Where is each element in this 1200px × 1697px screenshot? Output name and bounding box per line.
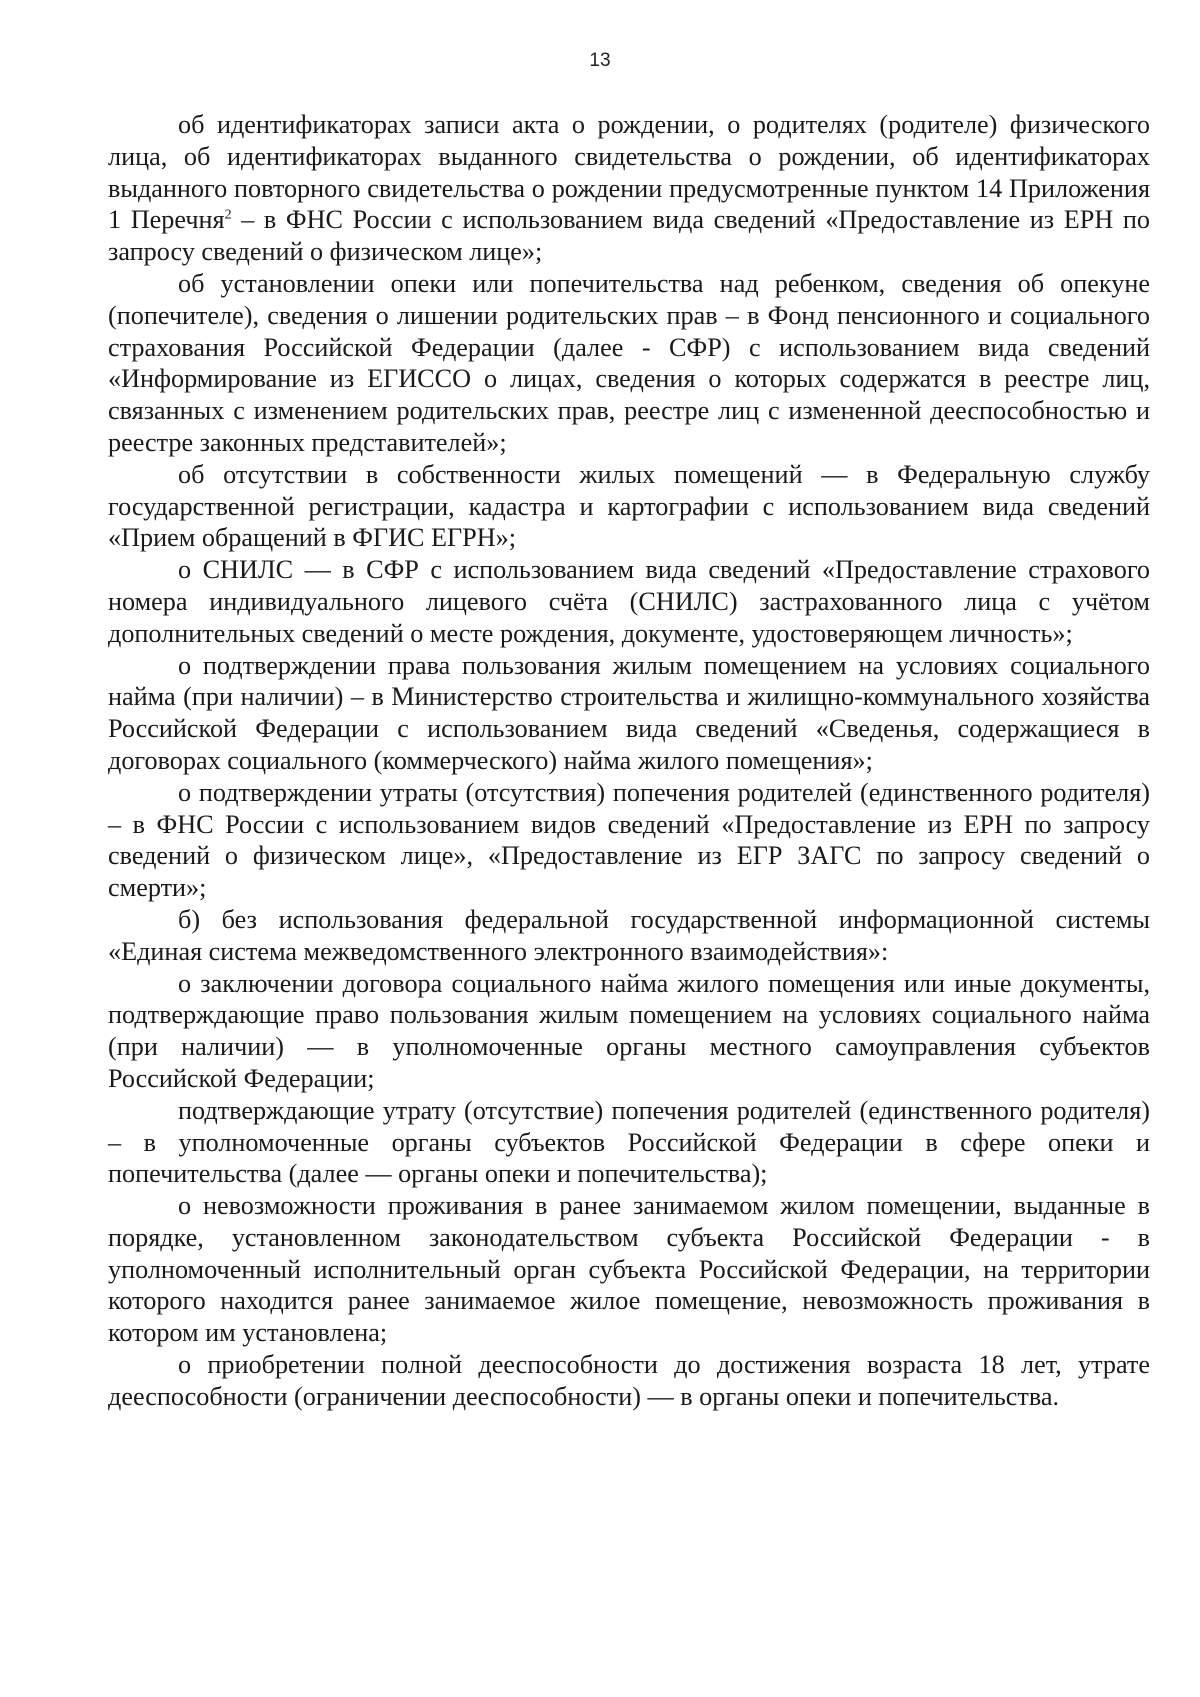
paragraph-4: о СНИЛС — в СФР с использованием вида сведений «Предоставление страхового номера индивидуального лицевого счёта (СНИЛС) застрахованного лица с учётом дополнительных сведений о месте рождения, документе, удостоверяющем личность»; (108, 555, 1150, 648)
paragraph-1-tail: – в ФНС России с использованием вида сведений «Предоставление из ЕРН по запросу сведений о физическом лице»; (108, 205, 1150, 267)
document-body (108, 109, 1150, 1413)
paragraph-9: подтверждающие утрату (отсутствие) попечения родителей (единственного родителя) – в уполномоченные органы субъектов Российской Федерации в сфере опеки и попечительства (далее — органы опеки и попечительства); (108, 1095, 1150, 1189)
paragraph-11: о приобретении полной дееспособности до достижения возраста 18 лет, утрате дееспособности (ограничении дееспособности) — в органы опеки и попечительства. (108, 1350, 1150, 1411)
paragraph-3: об отсутствии в собственности жилых помещений — в Федеральную службу государственной регистрации, кадастра и картографии с использованием вида сведений «Прием обращений в ФГИС ЕГРН»; (108, 459, 1150, 553)
paragraph-1 (108, 109, 1150, 268)
paragraph-1-text: об идентификаторах записи акта о рождении, о родителях (родителе) физического лица, об идентификаторах выданного свидетельства о рождении, об идентификаторах выданного повторного свидетельства о рождении предусмотренные пунктом 14 Приложения 1 Перечня (108, 110, 1150, 235)
paragraph-8: о заключении договора социального найма жилого помещения или иные документы, подтверждающие право пользования жилым помещением на условиях социального найма (при наличии) — в уполномоченные органы местного самоуправления субъектов Российской Федерации; (108, 968, 1150, 1093)
paragraph-7: б) без использования федеральной государственной информационной системы «Единая система межведомственного электронного взаимодействия»: (108, 904, 1150, 966)
paragraph-2: об установлении опеки или попечительства над ребенком, сведения об опекуне (попечителе), сведения о лишении родительских прав – в Фонд пенсионного и социального страхования Российской Федерации (далее - СФР) с использованием вида сведений «Информирование из ЕГИССО о лицах, сведения о которых содержатся в реестре лиц, связанных с изменением родительских прав, реестре лиц с измененной дееспособностью и реестре законных представителей»; (108, 268, 1150, 457)
paragraph-10: о невозможности проживания в ранее занимаемом жилом помещении, выданные в порядке, установленном законодательством субъекта Российской Федерации - в уполномоченный исполнительный орган субъекта Российской Федерации, на территории которого находится ранее занимаемое жилое помещение, невозможность проживания в котором им установлена; (108, 1191, 1150, 1348)
footnote-reference: 2 (224, 207, 232, 223)
paragraph-5: о подтверждении права пользования жилым помещением на условиях социального найма (при наличии) – в Министерство строительства и жилищно-коммунального хозяйства Российской Федерации с использованием вида сведений «Сведенья, содержащиеся в договорах социального (коммерческого) найма жилого помещения»; (108, 650, 1150, 775)
page-number: 13 (589, 50, 611, 71)
paragraph-6: о подтверждении утраты (отсутствия) попечения родителей (единственного родителя) – в ФНС России с использованием видов сведений «Предоставление из ЕРН по запросу сведений о физическом лице», «Предоставление из ЕГР ЗАГС по запросу сведений о смерти»; (108, 777, 1150, 903)
